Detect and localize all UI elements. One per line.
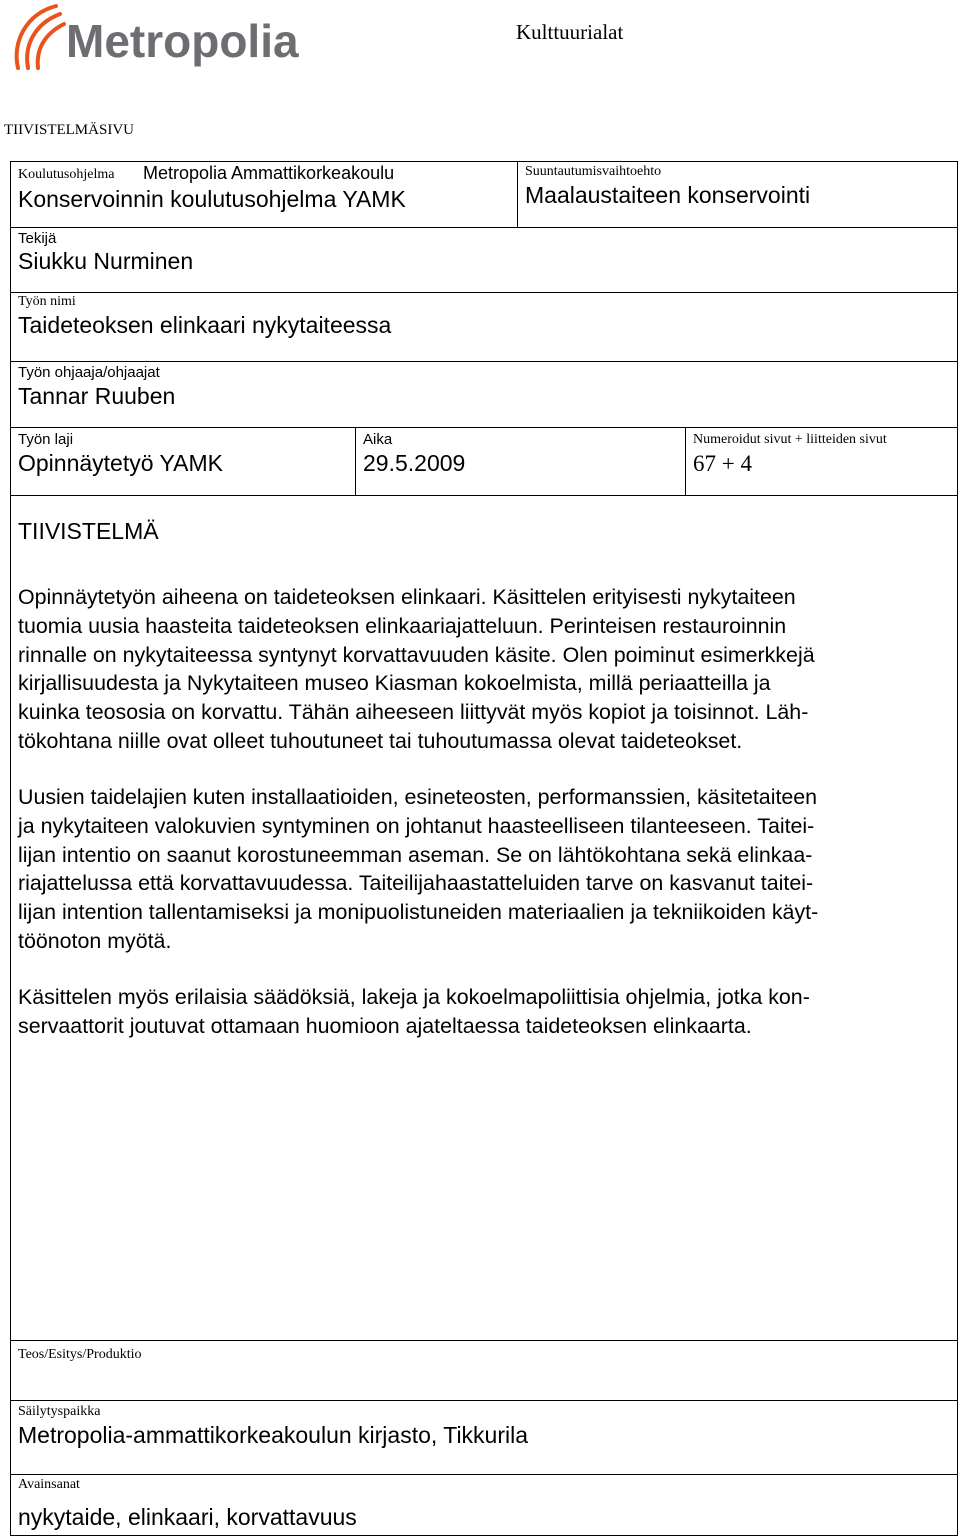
author-label: Tekijä <box>18 230 57 247</box>
program-value: Konservoinnin koulutusohjelma YAMK <box>18 186 406 212</box>
work-label: Teos/Esitys/Produktio <box>18 1347 142 1362</box>
orientation-value: Maalaustaiteen konservointi <box>525 182 811 208</box>
divider <box>10 361 958 362</box>
text-line: Käsittelen myös erilaisia säädöksiä, lakeja ja kokoelmapoliittisia ohjelmia, jotka kon- <box>18 985 810 1009</box>
divider <box>10 1474 958 1475</box>
metropolia-logo-icon <box>4 2 304 72</box>
text-line: servaattorit joutuvat ottamaan huomioon ajateltaessa taideteoksen elinkaarta. <box>18 1013 752 1038</box>
text-line: Uusien taidelajien kuten installaatioiden, esineteosten, performanssien, käsitetaiteen <box>18 785 818 809</box>
keywords-label: Avainsanat <box>18 1477 80 1492</box>
divider <box>10 427 958 428</box>
divider <box>10 1400 958 1401</box>
department-name: Kulttuurialat <box>516 20 624 44</box>
abstract-paragraph-3 <box>18 983 948 1041</box>
supervisor-value: Tannar Ruuben <box>18 383 176 409</box>
text-line: Opinnäytetyön aiheena on taideteoksen elinkaari. Käsittelen erityisesti nykytaiteen <box>18 585 796 609</box>
metropolia-logo <box>4 2 304 72</box>
orientation-label: Suuntautumisvaihtoehto <box>525 164 662 179</box>
text-line: lijan intention tallentamiseksi ja monipuolistuneiden materiaalien ja tekniikoiden käyt- <box>18 900 819 925</box>
text-line: rinnalle on nykytaiteessa syntynyt korvattavuuden käsite. Olen poiminut esimerkkejä <box>18 642 815 667</box>
author-value: Siukku Nurminen <box>18 248 194 274</box>
pages-value: 67 + 4 <box>693 451 752 476</box>
text-line: tökohtana niille ovat olleet tuhoutuneet tai tuhoutumassa olevat taideteokset. <box>18 728 743 753</box>
work-type-value: Opinnäytetyö YAMK <box>18 450 223 476</box>
divider <box>355 427 356 495</box>
work-type-label: Työn laji <box>18 431 74 448</box>
divider <box>10 495 958 496</box>
divider <box>685 427 686 495</box>
divider <box>10 227 958 228</box>
text-line: riajattelussa että korvattavuudessa. Taiteilijahaastatteluiden tarve on kasvanut taitei- <box>18 871 814 896</box>
page-label: TIIVISTELMÄSIVU <box>4 122 134 138</box>
text-line: kirjallisuudesta ja Nykytaiteen museo Kiasman kokoelmista, millä periaatteilla ja <box>18 671 771 696</box>
text-line: tuomia uusia haasteita taideteoksen elinkaariajatteluun. Perinteisen restauroinnin <box>18 613 787 638</box>
storage-value: Metropolia-ammattikorkeakoulun kirjasto, Tikkurila <box>18 1422 529 1448</box>
abstract-heading: TIIVISTELMÄ <box>18 518 159 544</box>
supervisor-label: Työn ohjaaja/ohjaajat <box>18 364 160 381</box>
divider <box>10 1340 958 1341</box>
storage-label: Säilytyspaikka <box>18 1404 101 1419</box>
title-value: Taideteoksen elinkaari nykytaiteessa <box>18 312 392 338</box>
date-label: Aika <box>363 431 393 448</box>
abstract-paragraph-1 <box>18 583 948 756</box>
title-label: Työn nimi <box>18 294 76 309</box>
pages-label: Numeroidut sivut + liitteiden sivut <box>693 432 887 447</box>
abstract-paragraph-2 <box>18 783 948 956</box>
text-line: lijan intentio on saanut korostuneemman aseman. Se on lähtökohtana sekä elinkaa- <box>18 842 813 867</box>
institution-name: Metropolia Ammattikorkeakoulu <box>143 163 395 183</box>
text-line: kuinka teososia on korvattu. Tähän aiheeseen liittyvät myös kopiot ja toisinnot. Läh- <box>18 700 809 725</box>
divider <box>10 292 958 293</box>
text-line: töönoton myötä. <box>18 928 172 953</box>
logo-wordmark: Metropolia <box>66 15 299 67</box>
keywords-value: nykytaide, elinkaari, korvattavuus <box>18 1504 357 1530</box>
date-value: 29.5.2009 <box>363 450 466 476</box>
program-label: Koulutusohjelma <box>18 167 115 182</box>
divider <box>517 161 518 227</box>
text-line: ja nykytaiteen valokuvien syntyminen on johtanut haasteelliseen tilanteeseen. Taitei- <box>18 813 815 838</box>
